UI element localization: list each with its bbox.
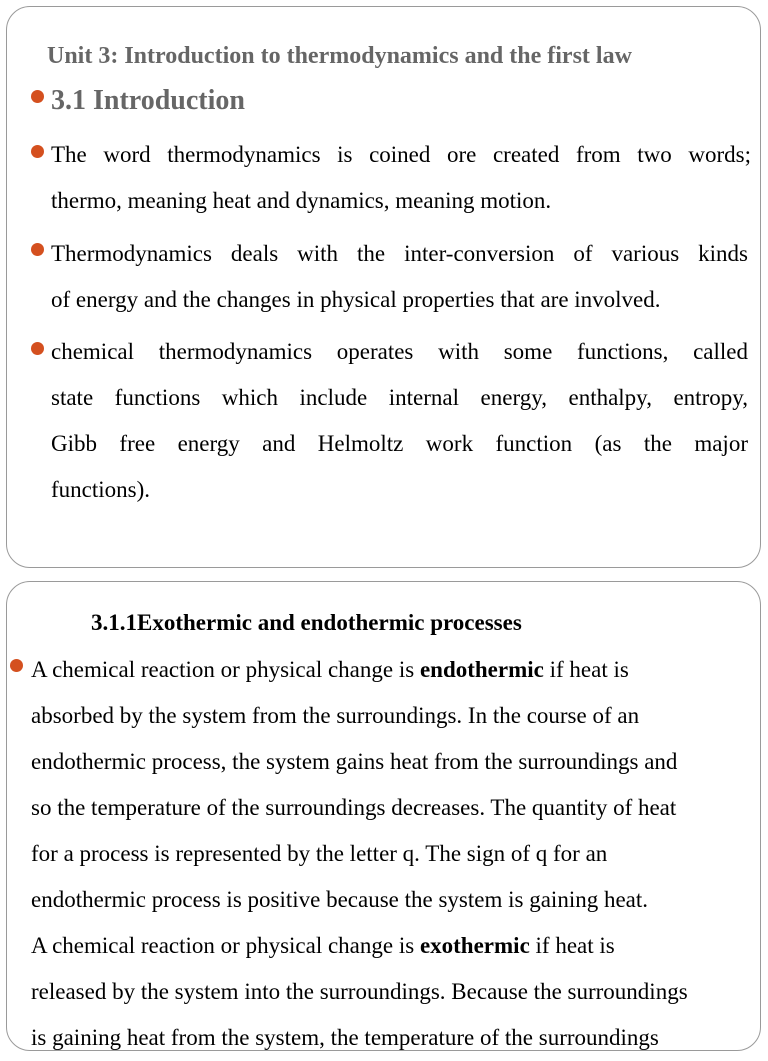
text-line: functions).	[51, 477, 151, 502]
bullet-icon	[31, 342, 44, 355]
bullet-icon	[31, 145, 44, 158]
text-line: The word thermodynamics is coined ore created from two words;	[51, 142, 751, 167]
text-line: Gibb free energy and Helmoltz work function (as the major	[51, 431, 748, 456]
exothermic-term: exothermic	[419, 933, 530, 958]
text-line: Thermodynamics deals with the inter-conversion of various kinds	[51, 241, 748, 266]
unit-title: Unit 3: Introduction to thermodynamics and the first law	[47, 43, 632, 69]
text-line: is gaining heat from the system, the temperature of the surroundings	[31, 1025, 659, 1050]
text-line: thermo, meaning heat and dynamics, meaning motion.	[51, 188, 552, 213]
bullet-paragraph-1	[51, 132, 751, 224]
slide-1	[6, 6, 761, 568]
text-line: released by the system into the surroundings. Because the surroundings	[31, 979, 688, 1004]
text-line: absorbed by the system from the surroundings. In the course of an	[31, 703, 640, 728]
text-line: endothermic process is positive because the system is gaining heat.	[31, 887, 649, 912]
text-line: of energy and the changes in physical properties that are involved.	[51, 287, 661, 312]
sub-heading: 3.1.1Exothermic and endothermic processes	[91, 610, 522, 635]
text-line: endothermic process, the system gains heat from the surroundings and	[31, 749, 678, 774]
text-line: for a process is represented by the letter q. The sign of q for an	[31, 841, 608, 866]
text-line: A chemical reaction or physical change is endothermic if heat is	[31, 657, 629, 682]
text-line: chemical thermodynamics operates with some functions, called	[51, 339, 748, 364]
bullet-icon	[10, 659, 23, 672]
body-paragraph	[31, 647, 756, 1061]
slide-2	[6, 581, 761, 1051]
text-line: A chemical reaction or physical change is exothermic if heat is	[31, 933, 615, 958]
endothermic-term: endothermic	[419, 657, 544, 682]
bullet-paragraph-2	[51, 231, 748, 323]
section-heading: 3.1 Introduction	[51, 85, 245, 116]
text-line: so the temperature of the surroundings decreases. The quantity of heat	[31, 795, 677, 820]
bullet-paragraph-3	[51, 329, 748, 513]
bullet-icon	[31, 243, 44, 256]
text-line: state functions which include internal energy, enthalpy, entropy,	[51, 385, 748, 410]
bullet-icon	[31, 90, 44, 103]
